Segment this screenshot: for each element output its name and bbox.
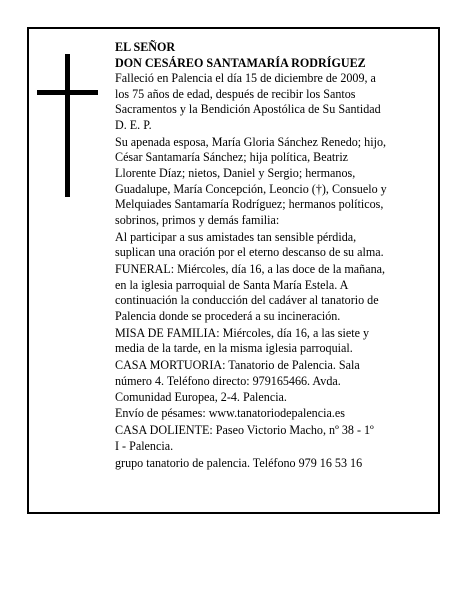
text-line: Al participar a sus amistades tan sensible pérdida, (115, 229, 357, 244)
text-line: D. E. P. (115, 117, 152, 132)
paragraph (115, 358, 435, 405)
text-line: CASA DOLIENTE: Paseo Victorio Macho, nº 38 - 1º (115, 423, 374, 438)
text-line: I - Palencia. (115, 438, 174, 453)
text-line: Su apenada esposa, María Gloria Sánchez Renedo; hijo, (115, 134, 387, 149)
text-line: Falleció en Palencia el día 15 de diciembre de 2009, a (115, 71, 376, 86)
heading-title: EL SEÑOR (115, 40, 176, 54)
text-line: número 4. Teléfono directo: 979165466. Avda. (115, 373, 341, 388)
paragraph (115, 326, 435, 357)
text-line: Guadalupe, María Concepción, Leoncio (†), Consuelo y (115, 181, 387, 196)
text-line: Melquiades Santamaría Rodríguez; hermanos políticos, (115, 197, 384, 212)
paragraph (115, 406, 435, 422)
text-line: sobrinos, primos y demás familia: (115, 212, 280, 227)
paragraph (115, 230, 435, 261)
text-line: Envío de pésames: www.tanatoriodepalencia.es (115, 406, 345, 421)
text-line: en la iglesia parroquial de Santa María Estela. A (115, 277, 349, 292)
paragraph (115, 456, 435, 472)
text-line: suplican una oración por el eterno descanso de su alma. (115, 245, 384, 260)
text-line: Comunidad Europea, 2-4. Palencia. (115, 389, 287, 404)
text-line: los 75 años de edad, después de recibir los Santos (115, 86, 356, 101)
obituary-body (115, 71, 435, 471)
text-line: continuación la conducción del cadáver al tanatorio de (115, 293, 379, 308)
text-line: MISA DE FAMILIA: Miércoles, día 16, a las siete y (115, 325, 370, 340)
cross-icon (65, 54, 70, 197)
paragraph (115, 423, 435, 454)
text-line: Palencia donde se procederá a su incineración. (115, 308, 341, 323)
text-line: Llorente Díaz; nietos, Daniel y Sergio; hermanos, (115, 166, 356, 181)
text-line: grupo tanatorio de palencia. Teléfono 979 16 53 16 (115, 455, 363, 470)
obituary-text (115, 40, 435, 471)
deceased-name: DON CESÁREO SANTAMARÍA RODRÍGUEZ (115, 55, 366, 70)
paragraph (115, 135, 435, 229)
text-line: FUNERAL: Miércoles, día 16, a las doce de la mañana, (115, 262, 386, 277)
paragraph (115, 262, 435, 324)
text-line: César Santamaría Sánchez; hija política, Beatriz (115, 150, 349, 165)
text-line: Sacramentos y la Bendición Apostólica de Su Santidad (115, 102, 381, 117)
text-line: CASA MORTUORIA: Tanatorio de Palencia. Sala (115, 358, 360, 373)
text-line: media de la tarde, en la misma iglesia parroquial. (115, 341, 353, 356)
paragraph (115, 71, 435, 133)
cross-icon-bar (37, 90, 98, 95)
